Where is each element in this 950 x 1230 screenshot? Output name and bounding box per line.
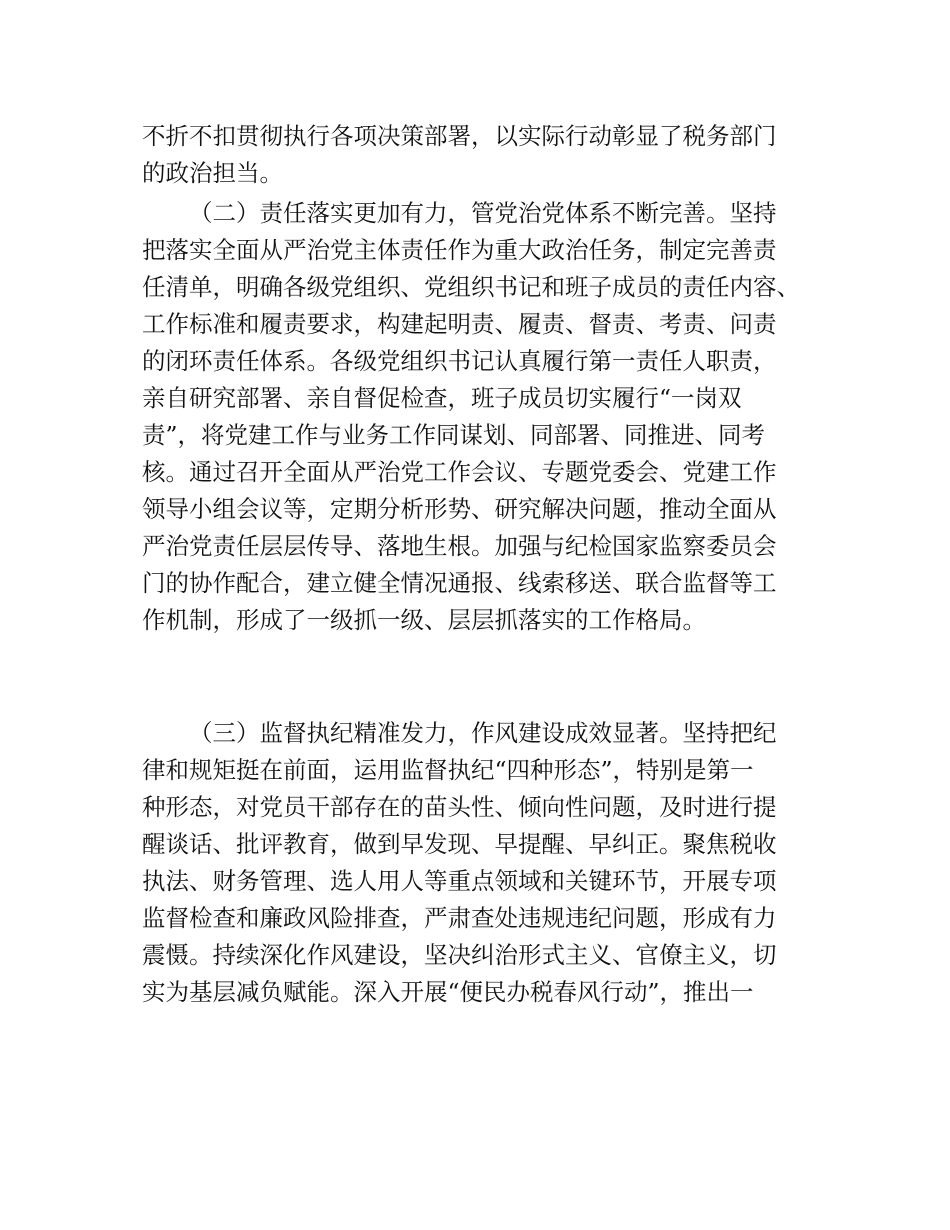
text-line: 任清单，明确各级党组织、党组织书记和班子成员的责任内容、 xyxy=(142,273,800,301)
text-line: 执法、财务管理、选人用人等重点领域和关键环节，开展专项 xyxy=(142,867,777,895)
paragraph-responsibility xyxy=(142,195,822,639)
paragraph-continuation xyxy=(142,118,822,192)
text-line: 严治党责任层层传导、落地生根。加强与纪检国家监察委员会 xyxy=(142,532,777,560)
text-line: 亲自研究部署、亲自督促检查，班子成员切实履行“一岗双 xyxy=(142,384,742,412)
text-line: 核。通过召开全面从严治党工作会议、专题党委会、党建工作 xyxy=(142,458,777,486)
text-line: 门的协作配合，建立健全情况通报、线索移送、联合监督等工 xyxy=(142,569,777,597)
text-line: 的闭环责任体系。各级党组织书记认真履行第一责任人职责， xyxy=(142,347,777,375)
text-line: 领导小组会议等，定期分析形势、研究解决问题，推动全面从 xyxy=(142,495,777,523)
text-line: （二）责任落实更加有力，管党治党体系不断完善。坚持 xyxy=(189,199,777,227)
text-line: 的政治担当。 xyxy=(142,159,283,187)
text-line: 种形态，对党员干部存在的苗头性、倾向性问题，及时进行提 xyxy=(142,793,777,821)
text-line: 醒谈话、批评教育，做到早发现、早提醒、早纠正。聚焦税收 xyxy=(142,830,777,858)
text-line: 震慑。持续深化作风建设，坚决纠治形式主义、官僚主义，切 xyxy=(142,941,777,969)
text-line: 律和规矩挺在前面，运用监督执纪“四种形态”，特别是第一 xyxy=(142,756,754,784)
text-line: （三）监督执纪精准发力，作风建设成效显著。坚持把纪 xyxy=(189,719,777,747)
text-line: 不折不扣贯彻执行各项决策部署，以实际行动彰显了税务部门 xyxy=(142,122,777,150)
text-line: 实为基层减负赋能。深入开展“便民办税春风行动”，推出一 xyxy=(142,978,754,1006)
text-line: 作机制，形成了一级抓一级、层层抓落实的工作格局。 xyxy=(142,606,706,634)
text-line: 责”，将党建工作与业务工作同谋划、同部署、同推进、同考 xyxy=(142,421,766,449)
text-line: 工作标准和履责要求，构建起明责、履责、督责、考责、问责 xyxy=(142,310,777,338)
text-line: 监督检查和廉政风险排查，严肃查处违规违纪问题，形成有力 xyxy=(142,904,777,932)
paragraph-supervision xyxy=(142,715,822,1011)
text-line: 把落实全面从严治党主体责任作为重大政治任务，制定完善责 xyxy=(142,236,777,264)
